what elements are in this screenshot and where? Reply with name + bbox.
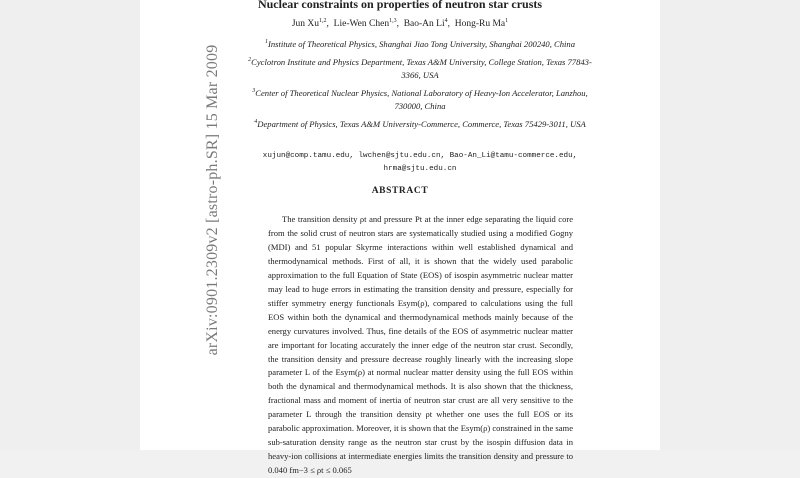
- author-list: Jun Xu$^{1,2}$, Lie-Wen Chen$^{1,3}$, Bao-An Li$^4$, Hong-Ru Ma$^1$: [291, 17, 509, 29]
- author: Bao-An Li$^4$: [403, 17, 448, 29]
- author: Hong-Ru Ma$^1$: [454, 17, 509, 29]
- abstract-heading: ABSTRACT: [371, 186, 429, 196]
- author: Jun Xu$^{1,2}$: [291, 17, 327, 29]
- email-list: [240, 150, 600, 175]
- left-margin: [0, 0, 140, 450]
- email-line: xujun@comp.tamu.edu, lwchen@sjtu.edu.cn, Bao-An_Li@tamu-commerce.edu,: [262, 152, 578, 160]
- right-margin: [660, 0, 800, 450]
- affiliation: $^4$Department of Physics, Texas A&M University-Commerce, Commerce, Texas 75429-3011, USA: [254, 119, 586, 129]
- paper-title: Nuclear constraints on properties of neutron star crusts: [257, 0, 543, 11]
- email-line: hrma@sjtu.edu.cn: [383, 164, 457, 173]
- abstract-text: The transition density ρt and pressure Pt at the inner edge separating the liquid core from the solid crust of neutron stars are systematically studied using a modified Gogny (MDI) and 51 popular Skyrme interactions within well established dynamical and thermodynamical methods. First of all, it is shown that the widely used parabolic approximation to the full Equation of State (EOS) of isospin asymmetric nuclear matter may lead to huge errors in estimating the transition density and pressure, especially for stiffer symmetry energy functionals Esym(ρ), compared to calculations using the full EOS within both the dynamical and thermodynamical methods mainly because of the energy curvatures involved. Thus, fine details of the EOS of asymmetric nuclear matter are important for locating accurately the inner edge of the neutron star crust. Secondly, the transition density and pressure decrease roughly linearly with the increasing slope parameter L of the Esym(ρ) at normal nuclear matter density using the full EOS within both the dynamical and thermodynamical methods. It is also shown that the thickness, fractional mass and moment of inertia of neutron star crust are all very sensitive to the parameter L through the transition density ρt whether one uses the full EOS or its parabolic approximation. Moreover, it is shown that the Esym(ρ) constrained in the same sub-saturation density range as the neutron star crust by the isospin diffusion data in heavy-ion collisions at intermediate energies limits the transition density and pressure to 0.040 fm−3 ≤ ρt ≤ 0.065: [268, 214, 573, 476]
- affiliation: $^3$Center of Theoretical Nuclear Physics, National Laboratory of Heavy-Ion Accelerator, Lanzhou, 730000, China: [252, 88, 588, 111]
- author: Lie-Wen Chen$^{1,3}$: [333, 17, 397, 29]
- arxiv-stamp-text: arXiv:0901.2309v2 [astro-ph.SR] 15 Mar 2009: [204, 44, 221, 356]
- affiliation: $^2$Cyclotron Institute and Physics Department, Texas A&M University, College Station, Texas 77843-3366, USA: [248, 57, 592, 80]
- affiliation: $^1$Institute of Theoretical Physics, Shanghai Jiao Tong University, Shanghai 200240, China: [264, 39, 576, 49]
